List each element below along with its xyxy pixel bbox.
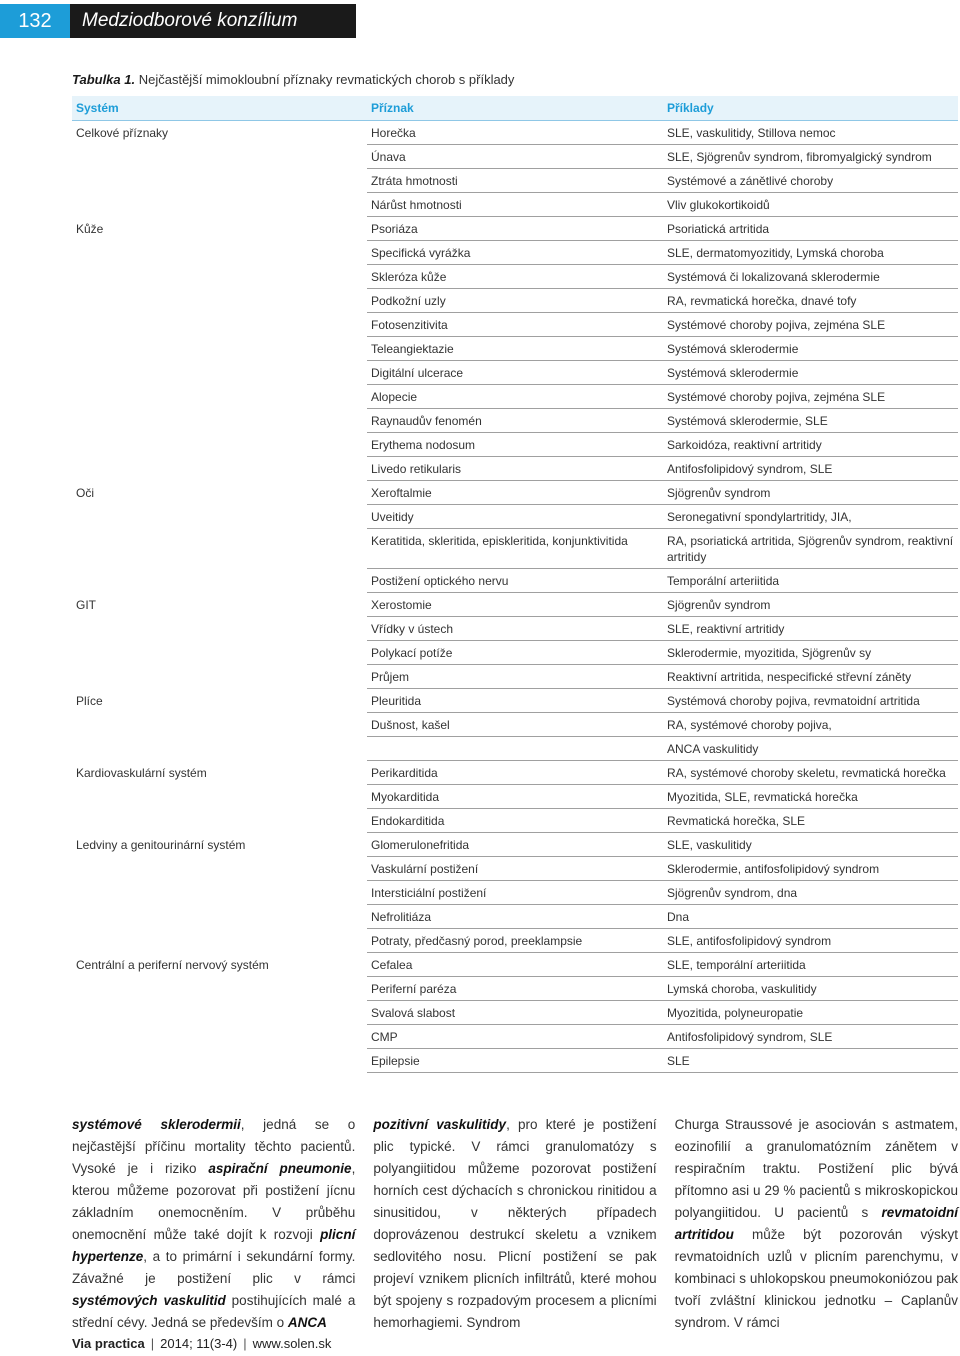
cell-symptom: Vaskulární postižení [367, 857, 663, 881]
cell-system [72, 977, 367, 1001]
cell-system [72, 617, 367, 641]
table-row [72, 289, 958, 313]
table-row [72, 929, 958, 953]
emphasis-term: aspirační pneumonie [208, 1161, 352, 1176]
cell-examples: SLE, dermatomyozitidy, Lymská choroba [663, 241, 958, 265]
cell-system [72, 1025, 367, 1049]
cell-system: Oči [76, 485, 94, 500]
cell-system [72, 1001, 367, 1025]
table-title: Nejčastější mimokloubní příznaky revmatických chorob s příklady [135, 72, 515, 87]
cell-examples: Vliv glukokortikoidů [663, 193, 958, 217]
cell-system [72, 929, 367, 953]
text-run: , jedná se o nejčastější příčinu mortality těchto pacientů. Vysoké je i riziko [72, 1117, 356, 1176]
cell-symptom: Ztráta hmotnosti [367, 169, 663, 193]
cell-examples: Systémová či lokalizovaná sklerodermie [663, 265, 958, 289]
emphasis-term: ANCA [287, 1315, 327, 1330]
cell-symptom: Raynaudův fenomén [367, 409, 663, 433]
cell-examples: RA, psoriatická artritida, Sjögrenův syndrom, reaktivní artritidy [663, 529, 958, 569]
symptoms-table [72, 96, 958, 1073]
cell-examples: Lymská choroba, vaskulitidy [663, 977, 958, 1001]
cell-system [72, 409, 367, 433]
cell-examples: Myozitida, SLE, revmatická horečka [663, 785, 958, 809]
cell-system [72, 857, 367, 881]
header-system: Systém [72, 96, 367, 121]
text-run: může být pozorován výskyt revmatoidních uzlů v plicním parenchymu, v kombinaci s uhlokopskou pneumokoniózou pak tvoří zvláštní klinickou jednotku – Caplanův syndrom. V rámci [674, 1227, 958, 1330]
cell-system [72, 193, 367, 217]
cell-system: Plíce [76, 693, 103, 708]
header-symptom: Příznak [367, 96, 663, 121]
table-row [72, 953, 958, 977]
table-row [72, 433, 958, 457]
cell-symptom: Alopecie [367, 385, 663, 409]
cell-symptom: Únava [367, 145, 663, 169]
table-row [72, 761, 958, 785]
cell-symptom: Nárůst hmotnosti [367, 193, 663, 217]
cell-symptom: Vřídky v ústech [367, 617, 663, 641]
cell-system [72, 433, 367, 457]
cell-symptom: Svalová slabost [367, 1001, 663, 1025]
table-row [72, 313, 958, 337]
cell-symptom: Erythema nodosum [367, 433, 663, 457]
cell-examples: Sklerodermie, antifosfolipidový syndrom [663, 857, 958, 881]
cell-symptom: Psoriáza [367, 217, 663, 241]
cell-examples: SLE, Sjögrenův syndrom, fibromyalgický syndrom [663, 145, 958, 169]
footer-issue: 2014; 11(3-4) [160, 1336, 238, 1351]
cell-system [72, 785, 367, 809]
cell-symptom: Intersticiální postižení [367, 881, 663, 905]
cell-symptom: Periferní paréza [367, 977, 663, 1001]
emphasis-term: plicní hypertenze [72, 1227, 356, 1264]
table-row [72, 833, 958, 857]
body-column-2 [373, 1114, 656, 1334]
table-row [72, 905, 958, 929]
text-run: , pro které je postižení plic typické. V rámci granulomatózy s polyangiitidou můžeme pozorovat postižení horních cest dýchacích s chronickou rinitidou a sinusitidou, v některých případech doprovázenou destrukcí skeletu a vznikem sedlovitého nosu. Plicní postižení se pak projeví vznikem plicních infiltrátů, které mohou být spojeny s rozpadovým procesem a plicními hemorhagiemi. Syndrom [373, 1117, 657, 1330]
cell-system [72, 529, 367, 569]
footer-url: www.solen.sk [252, 1336, 332, 1351]
cell-examples: Sklerodermie, myozitida, Sjögrenův sy [663, 641, 958, 665]
cell-symptom: Postižení optického nervu [367, 569, 663, 593]
table-row [72, 569, 958, 593]
cell-examples: RA, revmatická horečka, dnavé tofy [663, 289, 958, 313]
cell-symptom: Perikarditida [367, 761, 663, 785]
cell-examples: Revmatická horečka, SLE [663, 809, 958, 833]
cell-symptom: Horečka [367, 121, 663, 145]
cell-symptom: Cefalea [367, 953, 663, 977]
cell-examples: Sjögrenův syndrom [663, 481, 958, 505]
text-run: , a to primární i sekundární formy. Závažné je postižení plic v rámci [72, 1249, 356, 1286]
body-text [72, 1114, 958, 1334]
cell-symptom: Uveitidy [367, 505, 663, 529]
cell-examples: Myozitida, polyneuropatie [663, 1001, 958, 1025]
cell-system [72, 361, 367, 385]
cell-examples: Sjögrenův syndrom [663, 593, 958, 617]
cell-symptom: Nefrolitiáza [367, 905, 663, 929]
cell-system [72, 337, 367, 361]
cell-examples: Dna [663, 905, 958, 929]
table-row [72, 121, 958, 145]
table-row [72, 857, 958, 881]
table-row [72, 409, 958, 433]
cell-symptom: Podkožní uzly [367, 289, 663, 313]
text-run: , kterou můžeme pozorovat při postižení jícnu základním onemocněním. V průběhu onemocnění může také dojít k rozvoji [72, 1161, 356, 1242]
cell-symptom: Endokarditida [367, 809, 663, 833]
header-examples: Příklady [663, 96, 958, 121]
body-column-1 [72, 1114, 355, 1334]
table-row [72, 881, 958, 905]
cell-symptom: Potraty, předčasný porod, preeklampsie [367, 929, 663, 953]
cell-system: Centrální a periferní nervový systém [76, 957, 269, 972]
table-row [72, 1001, 958, 1025]
cell-system [72, 881, 367, 905]
cell-examples: Sarkoidóza, reaktivní artritidy [663, 433, 958, 457]
text-run: postihujících malé a střední cévy. Jedná se především o [72, 1293, 356, 1330]
table-row [72, 481, 958, 505]
cell-system [72, 289, 367, 313]
cell-examples: SLE, vaskulitidy [663, 833, 958, 857]
cell-examples: SLE, reaktivní artritidy [663, 617, 958, 641]
cell-system [72, 737, 367, 761]
cell-system [72, 169, 367, 193]
cell-examples: Temporální arteriitida [663, 569, 958, 593]
cell-examples: Systémová sklerodermie [663, 337, 958, 361]
cell-system: Kardiovaskulární systém [76, 765, 207, 780]
cell-examples: Sjögrenův syndrom, dna [663, 881, 958, 905]
cell-system [72, 385, 367, 409]
table-label: Tabulka 1. [72, 72, 136, 87]
cell-system [72, 809, 367, 833]
cell-symptom: Teleangiektazie [367, 337, 663, 361]
cell-examples: Systémové a zánětlivé choroby [663, 169, 958, 193]
table-row [72, 665, 958, 689]
cell-system [72, 457, 367, 481]
cell-symptom: Specifická vyrážka [367, 241, 663, 265]
text-run: Churga Straussové je asociován s astmatem, eozinofilií a granulomatózním zánětem v respiračním traktu. Postižení plic bývá přítomno asi u 29 % pacientů s mikroskopickou polyangiitidou. U pacientů s [674, 1117, 958, 1220]
cell-symptom: Livedo retikularis [367, 457, 663, 481]
cell-system [72, 641, 367, 665]
table-row [72, 529, 958, 569]
cell-symptom: Epilepsie [367, 1049, 663, 1073]
table-row [72, 217, 958, 241]
cell-examples: Systémové choroby pojiva, zejména SLE [663, 313, 958, 337]
cell-system [72, 505, 367, 529]
cell-system [72, 241, 367, 265]
table-row [72, 593, 958, 617]
cell-system [72, 265, 367, 289]
table-row [72, 169, 958, 193]
table-row [72, 785, 958, 809]
footer-journal: Via practica [72, 1336, 145, 1351]
cell-symptom [367, 737, 663, 761]
page-header [0, 4, 356, 38]
cell-examples: Systémová choroby pojiva, revmatoidní artritida [663, 689, 958, 713]
table-row [72, 1025, 958, 1049]
cell-symptom: CMP [367, 1025, 663, 1049]
cell-examples: Antifosfolipidový syndrom, SLE [663, 1025, 958, 1049]
cell-symptom: Polykací potíže [367, 641, 663, 665]
cell-examples: Psoriatická artritida [663, 217, 958, 241]
body-column-3 [675, 1114, 958, 1334]
cell-examples: RA, systémové choroby skeletu, revmatická horečka [663, 761, 958, 785]
cell-symptom: Průjem [367, 665, 663, 689]
table-row [72, 361, 958, 385]
table-row [72, 1049, 958, 1073]
table-row [72, 977, 958, 1001]
cell-system [72, 713, 367, 737]
emphasis-term: pozitivní vaskulitidy [373, 1117, 507, 1132]
cell-system: Kůže [76, 221, 104, 236]
cell-symptom: Dušnost, kašel [367, 713, 663, 737]
table-row [72, 809, 958, 833]
table-row [72, 689, 958, 713]
cell-symptom: Skleróza kůže [367, 265, 663, 289]
cell-examples: Systémové choroby pojiva, zejména SLE [663, 385, 958, 409]
emphasis-term: revmatoidní artritidou [674, 1205, 958, 1242]
table-row [72, 145, 958, 169]
cell-examples: SLE, vaskulitidy, Stillova nemoc [663, 121, 958, 145]
cell-examples: Reaktivní artritida, nespecifické střevní záněty [663, 665, 958, 689]
table-row [72, 385, 958, 409]
table-row [72, 737, 958, 761]
cell-symptom: Xerostomie [367, 593, 663, 617]
table-caption [72, 72, 514, 87]
table-row [72, 641, 958, 665]
cell-examples: SLE, antifosfolipidový syndrom [663, 929, 958, 953]
emphasis-term: systémových vaskulitid [72, 1293, 226, 1308]
cell-symptom: Xeroftalmie [367, 481, 663, 505]
table-row [72, 265, 958, 289]
cell-symptom: Glomerulonefritida [367, 833, 663, 857]
cell-symptom: Keratitida, skleritida, episkleritida, konjunktivitida [367, 529, 663, 569]
table-row [72, 337, 958, 361]
cell-system [72, 1049, 367, 1073]
cell-examples: Systémová sklerodermie, SLE [663, 409, 958, 433]
table-row [72, 193, 958, 217]
cell-system [72, 145, 367, 169]
cell-system: Ledviny a genitourinární systém [76, 837, 246, 852]
cell-examples: Seronegativní spondylartritidy, JIA, [663, 505, 958, 529]
table-row [72, 241, 958, 265]
table-header-row [72, 96, 958, 121]
cell-system [72, 665, 367, 689]
cell-system [72, 569, 367, 593]
emphasis-term: systémové sklerodermii [72, 1117, 241, 1132]
cell-symptom: Digitální ulcerace [367, 361, 663, 385]
table-row [72, 505, 958, 529]
section-title: Medziodborové konzílium [70, 4, 356, 38]
cell-examples: Systémová sklerodermie [663, 361, 958, 385]
cell-examples: SLE, temporální arteriitida [663, 953, 958, 977]
table-row [72, 617, 958, 641]
cell-system: GIT [76, 597, 96, 612]
cell-examples: SLE [663, 1049, 958, 1073]
cell-symptom: Pleuritida [367, 689, 663, 713]
page-number: 132 [0, 4, 70, 38]
cell-system [72, 905, 367, 929]
cell-symptom: Fotosenzitivita [367, 313, 663, 337]
cell-examples: RA, systémové choroby pojiva, [663, 713, 958, 737]
cell-examples: Antifosfolipidový syndrom, SLE [663, 457, 958, 481]
cell-examples: ANCA vaskulitidy [663, 737, 958, 761]
table-row [72, 713, 958, 737]
cell-system: Celkové příznaky [76, 126, 169, 140]
cell-symptom: Myokarditida [367, 785, 663, 809]
page-footer: Via practica | 2014; 11(3-4) | www.solen.sk [72, 1336, 332, 1351]
table-row [72, 457, 958, 481]
cell-system [72, 313, 367, 337]
